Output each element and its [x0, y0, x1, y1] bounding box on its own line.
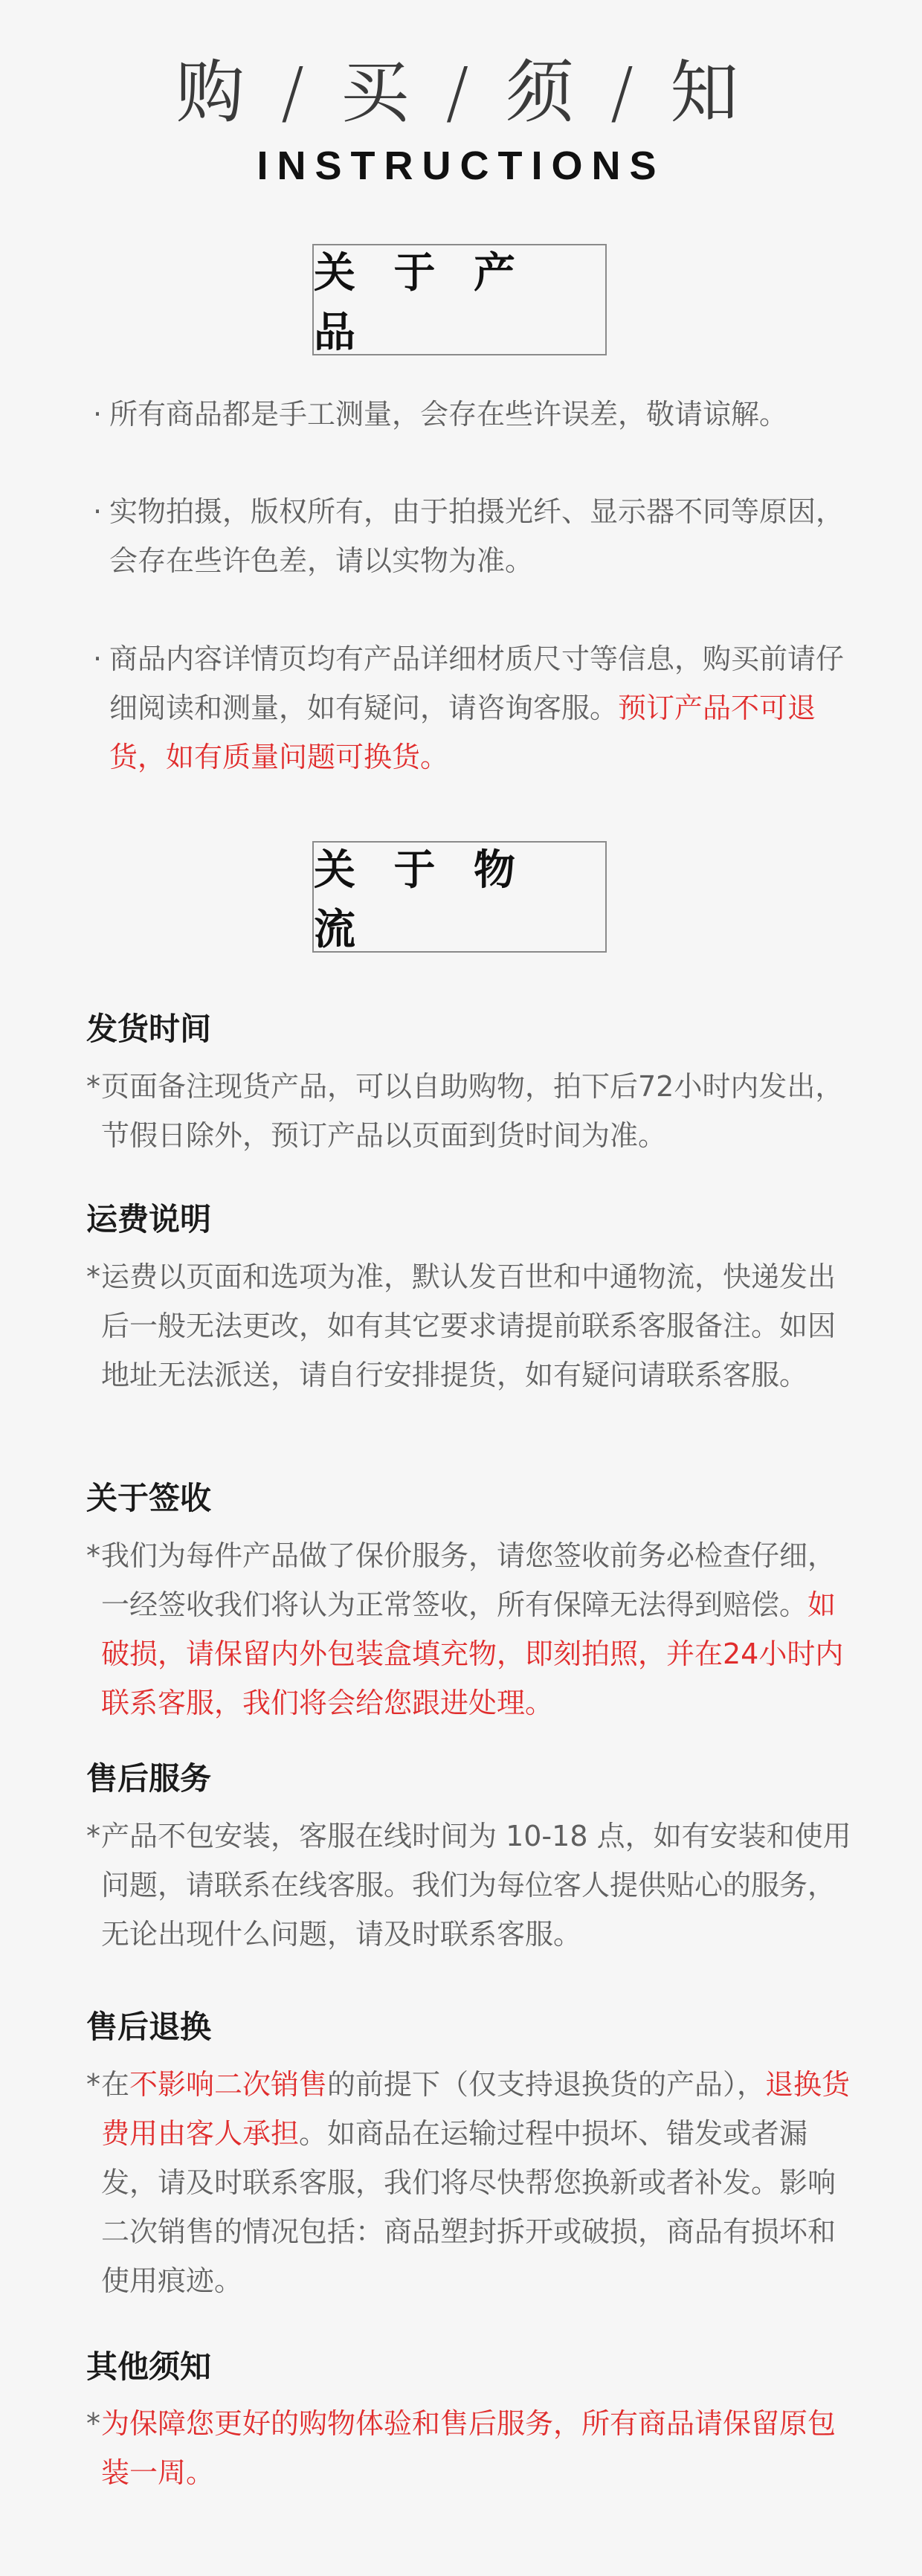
heading-returns: 售后退换 — [86, 2009, 212, 2045]
product-note-2: · 实物拍摄，版权所有，由于拍摄光纤、显示器不同等原因，会存在些许色差，请以实物为准。 — [93, 487, 851, 585]
delivery-sign-text: * 我们为每件产品做了保价服务，请您签收前务必检查仔细，一经签收我们将认为正常签收，所有保障无法得到赔偿。如破损，请保留内外包装盒填充物，即刻拍照，并在24小时内联系客服，我们将会给您跟进处理。 — [86, 1539, 844, 1719]
page-title: 购 / 买 / 须 / 知 — [175, 53, 747, 132]
page-subtitle: INSTRUCTIONS — [257, 144, 665, 188]
returns-condition-highlight: 不影响二次销售 — [129, 2068, 328, 2101]
packaging-retention-warning: 为保障您更好的购物体验和售后服务，所有商品请保留原包装一周。 — [101, 2407, 836, 2489]
bullet-dot: · — [93, 495, 103, 528]
damage-claim-warning: 如破损，请保留内外包装盒填充物，即刻拍照，并在24小时内联系客服，我们将会给您跟进处理。 — [101, 1588, 844, 1719]
product-note-1: · 所有商品都是手工测量，会存在些许误差，敬请谅解。 — [93, 390, 851, 439]
section-heading-logistics: 关 于 物 流 — [312, 841, 607, 953]
heading-shipping-time: 发货时间 — [86, 1011, 212, 1047]
returns-fee-highlight: 退换货费用由客人承担 — [101, 2068, 851, 2150]
heading-after-sales-service: 售后服务 — [86, 1760, 212, 1797]
heading-other-notes: 其他须知 — [86, 2348, 212, 2385]
shipping-time-text: * 页面备注现货产品，可以自助购物，拍下后72小时内发出，节假日除外，预订产品以页面到货时间为准。 — [86, 1070, 844, 1152]
product-return-warning: 预订产品不可退货，如有质量问题可换货。 — [109, 692, 816, 773]
heading-delivery-sign: 关于签收 — [86, 1480, 212, 1516]
section-heading-product: 关 于 产 品 — [312, 244, 607, 355]
shipping-fee-text: * 运费以页面和选项为准，默认发百世和中通物流，快递发出后一般无法更改，如有其它要求请提前联系客服备注。如因地址无法派送，请自行安排提货，如有疑问请联系客服。 — [86, 1260, 836, 1391]
bullet-dot: · — [93, 643, 103, 675]
after-sales-service-text: * 产品不包安装，客服在线时间为 10-18 点，如有安装和使用问题，请联系在线客服。我们为每位客人提供贴心的服务，无论出现什么问题，请及时联系客服。 — [86, 1820, 851, 1951]
other-notes-text: * 为保障您更好的购物体验和售后服务，所有商品请保留原包装一周。 — [86, 2407, 836, 2489]
heading-shipping-fee: 运费说明 — [86, 1201, 212, 1237]
product-note-3: · 商品内容详情页均有产品详细材质尺寸等信息，购买前请仔细阅读和测量，如有疑问，请咨询客服。预订产品不可退货，如有质量问题可换货。 — [93, 634, 851, 782]
bullet-dot: · — [93, 398, 103, 431]
returns-text: * 在不影响二次销售的前提下（仅支持退换货的产品），退换货费用由客人承担。如商品在运输过程中损坏、错发或者漏发，请及时联系客服，我们将尽快帮您换新或者补发。影响二次销售的情况包括：商品塑封拆开或破损，商品有损坏和使用痕迹。 — [86, 2068, 851, 2297]
